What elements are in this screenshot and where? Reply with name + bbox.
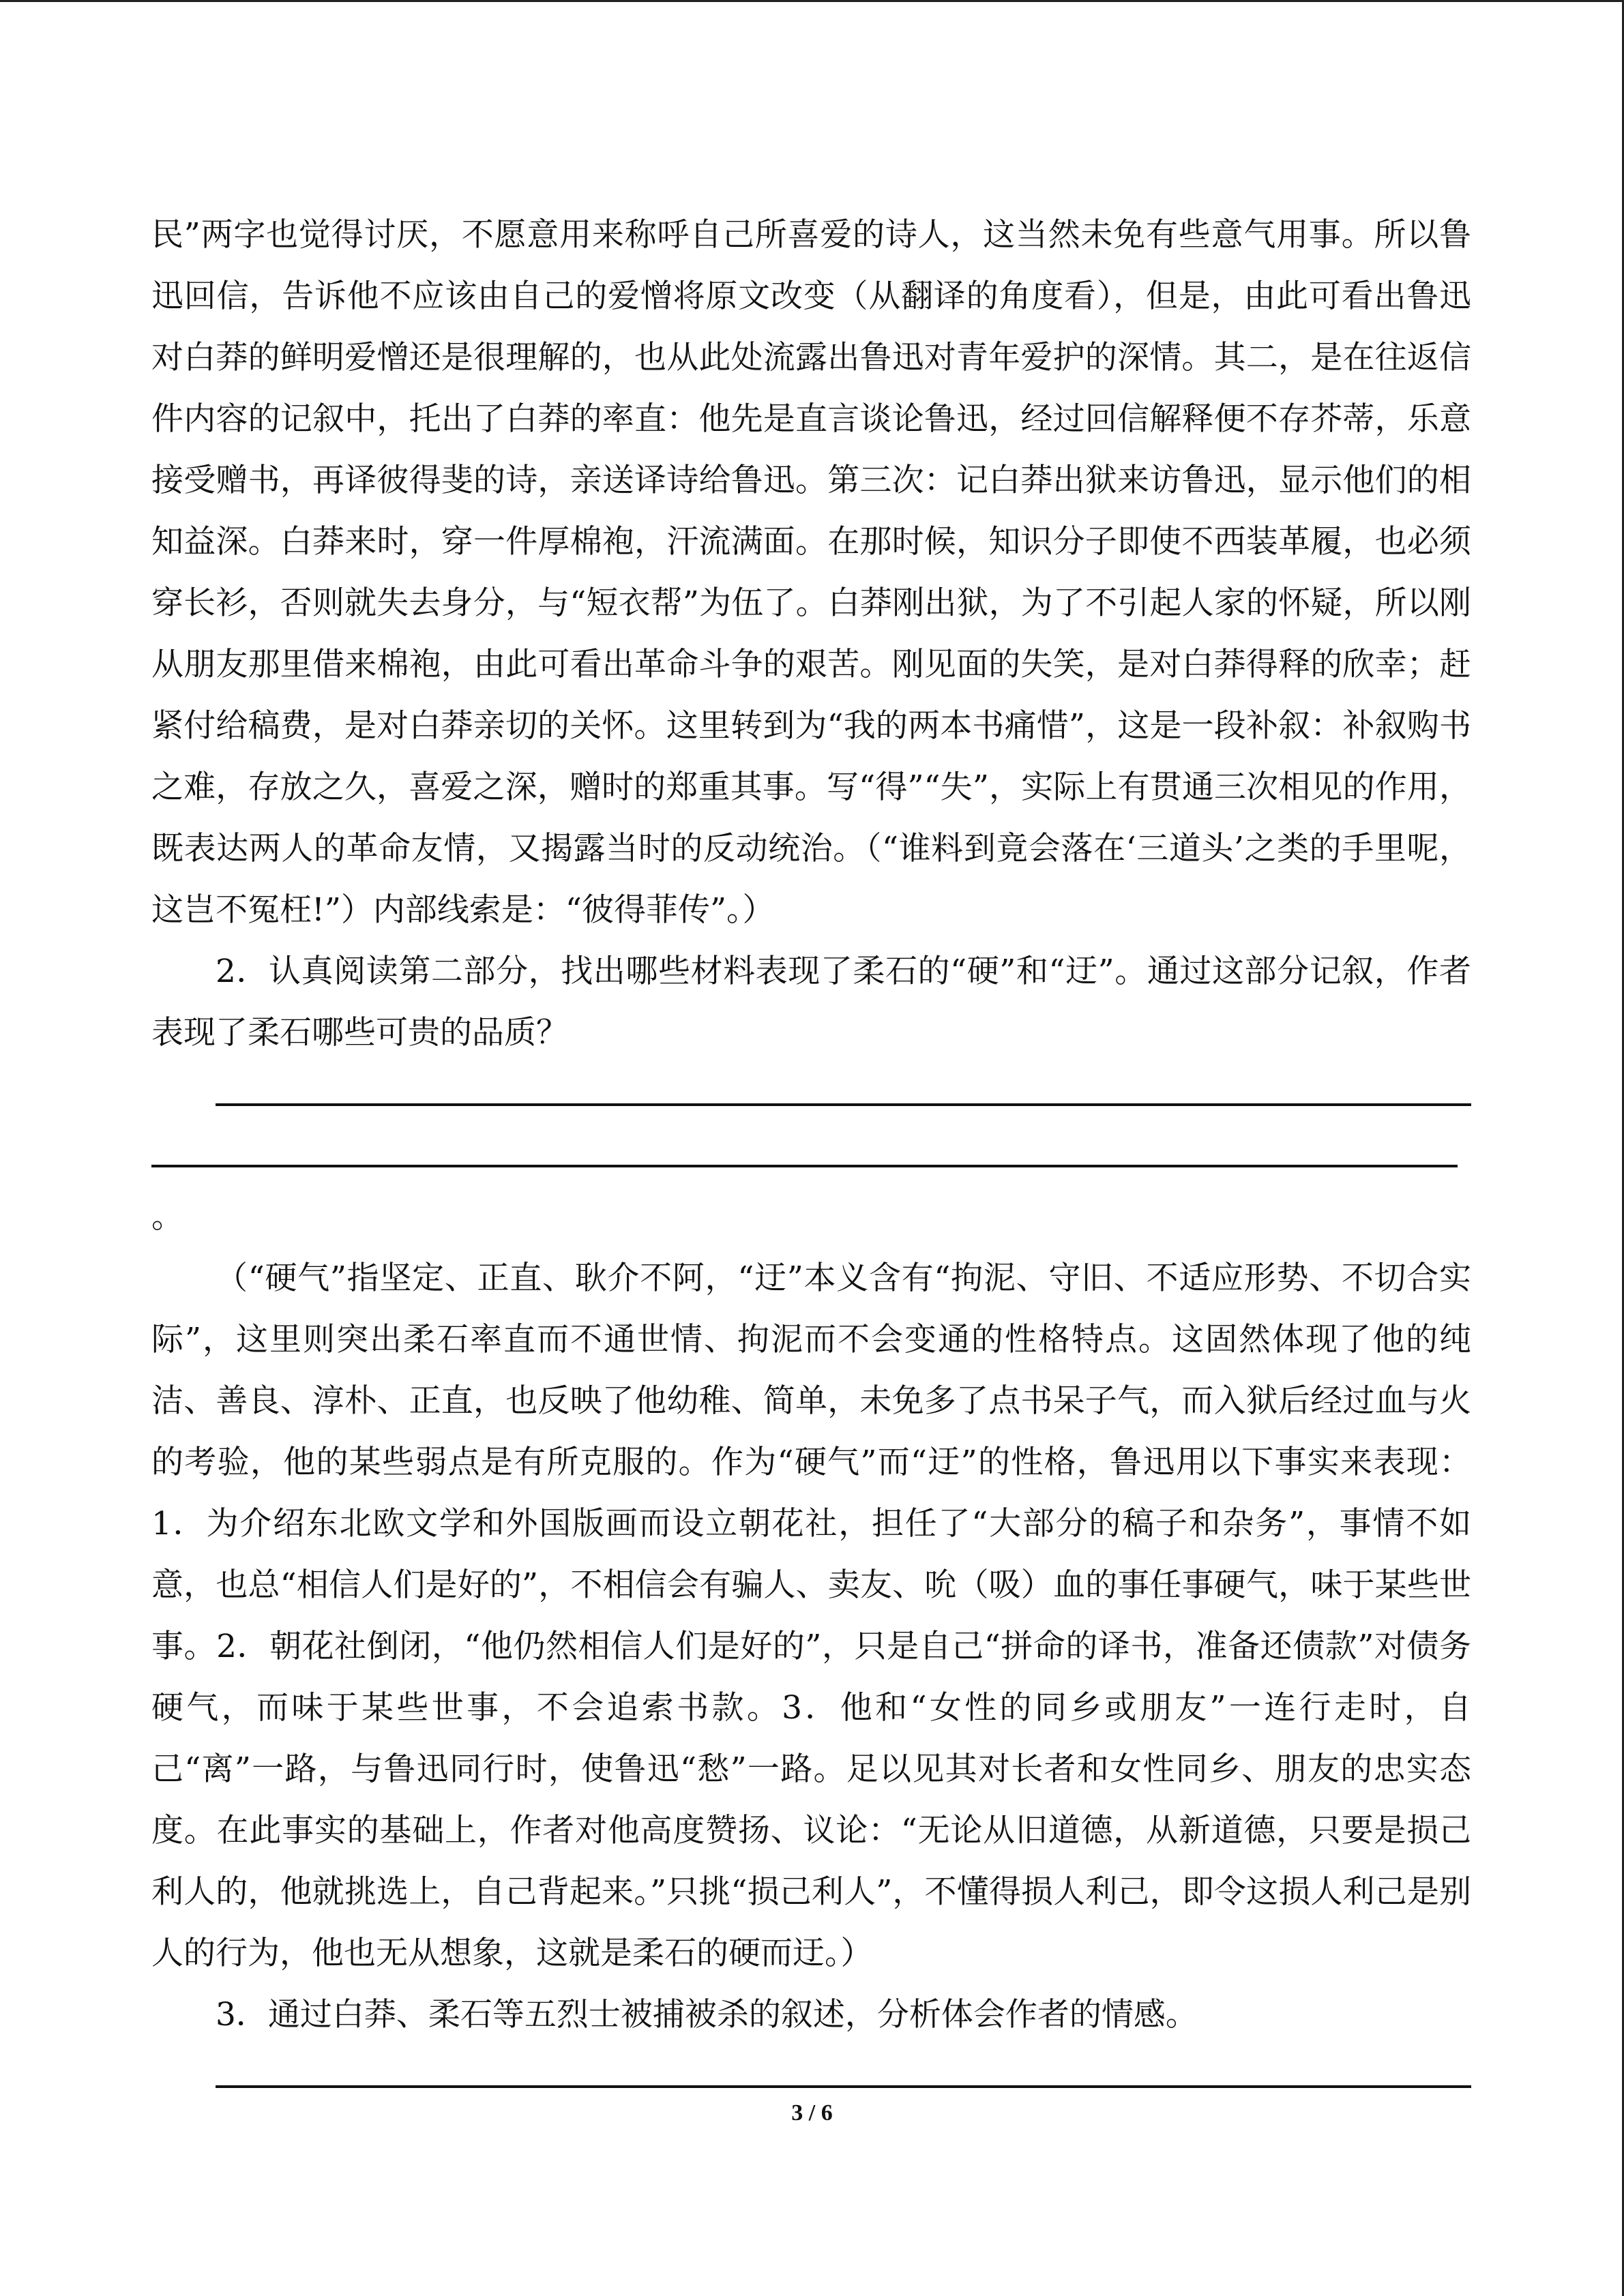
- answer-rule: [216, 1103, 1471, 1106]
- answer-blank-line-2[interactable]: [151, 1125, 1471, 1187]
- document-body: [151, 205, 1471, 2107]
- answer-rule: [216, 2085, 1471, 2088]
- answer-rule: [151, 1165, 1458, 1167]
- answer-blank-line-1[interactable]: [151, 1064, 1471, 1125]
- question-3: 3．通过白莽、柔石等五烈士被捕被杀的叙述，分析体会作者的情感。: [216, 1996, 1198, 2033]
- question-2: 2．认真阅读第二部分，找出哪些材料表现了柔石的“硬”和“迂”。通过这部分记叙，作者表现了柔石哪些可贵的品质？: [151, 953, 1471, 1052]
- paragraph-analysis-continued: 民”两字也觉得讨厌，不愿意用来称呼自己所喜爱的诗人，这当然未免有些意气用事。所以鲁迅回信，告诉他不应该由自己的爱憎将原文改变（从翻译的角度看），但是，由此可看出鲁迅对白莽的鲜明爱憎还是很理解的，也从此处流露出鲁迅对青年爱护的深情。其二，是在往返信件内容的记叙中，托出了白莽的率直：他先是直言谈论鲁迅，经过回信解释便不存芥蒂，乐意接受赠书，再译彼得斐的诗，亲送译诗给鲁迅。第三次：记白莽出狱来访鲁迅，显示他们的相知益深。白莽来时，穿一件厚棉袍，汗流满面。在那时候，知识分子即使不西装革履，也必须穿长衫，否则就失去身分，与“短衣帮”为伍了。白莽刚出狱，为了不引起人家的怀疑，所以刚从朋友那里借来棉袍，由此可看出革命斗争的艰苦。刚见面的失笑，是对白莽得释的欣幸；赶紧付给稿费，是对白莽亲切的关怀。这里转到为“我的两本书痛惜”，这是一段补叙：补叙购书之难，存放之久，喜爱之深，赠时的郑重其事。写“得”“失”，实际上有贯通三次相见的作用，既表达两人的革命友情，又揭露当时的反动统治。（“谁料到竟会落在‘三道头’之类的手里呢，这岂不冤枉!”）内部线索是：“彼得菲传”。）: [151, 216, 1471, 929]
- paragraph-answer-2: （“硬气”指坚定、正直、耿介不阿，“迂”本义含有“拘泥、守旧、不适应形势、不切合实际”，这里则突出柔石率直而不通世情、拘泥而不会变通的性格特点。这固然体现了他的纯洁、善良、淳朴、正直，也反映了他幼稚、简单，未免多了点书呆子气，而入狱后经过血与火的考验，他的某些弱点是有所克服的。作为“硬气”而“迂”的性格，鲁迅用以下事实来表现：1．为介绍东北欧文学和外国版画而设立朝花社，担任了“大部分的稿子和杂务”，事情不如意，也总“相信人们是好的”，不相信会有骗人、卖友、吮（吸）血的事任事硬气，味于某些世事。2．朝花社倒闭，“他仍然相信人们是好的”，只是自己“拼命的译书，准备还债款”对债务硬气，而味于某些世事，不会追索书款。3．他和“女性的同乡或朋友”一连行走时，自己“离”一路，与鲁迅同行时，使鲁迅“愁”一路。足以见其对长者和女性同乡、朋友的忠实态度。在此事实的基础上，作者对他高度赞扬、议论：“无论从旧道德，从新道德，只要是损己利人的，他就挑选上，自己背起来。”只挑“损己利人”，不懂得损人利己，即令这损人利己是别人的行为，他也无从想象，这就是柔石的硬而迂。）: [151, 1259, 1471, 1972]
- page-border-top: [0, 0, 1624, 2]
- page-number: 3 / 6: [791, 2100, 833, 2126]
- answer-blank-line-3[interactable]: [151, 2046, 1471, 2107]
- answer-terminator: 。: [151, 1198, 183, 1236]
